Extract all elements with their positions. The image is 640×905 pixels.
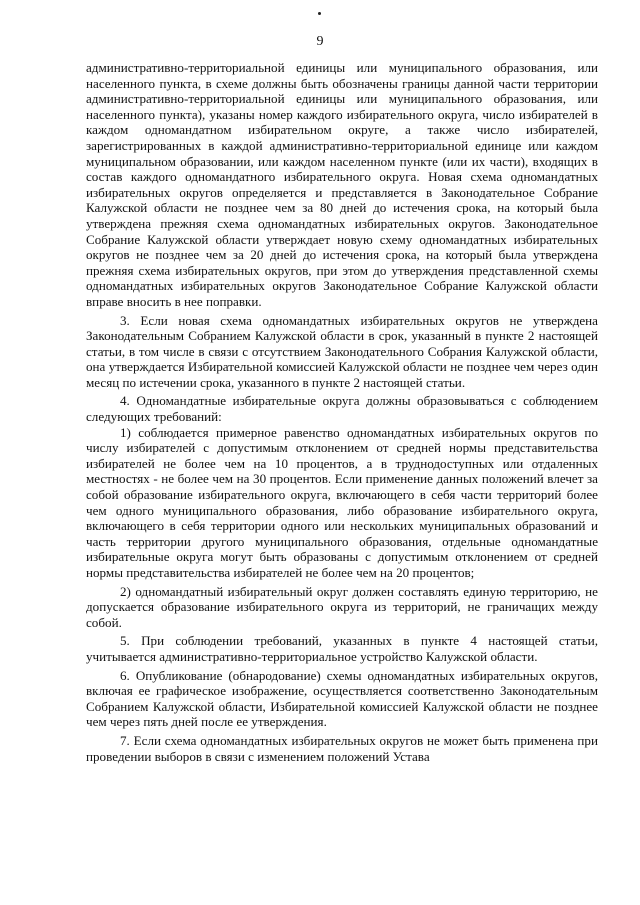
paragraph-item-3: 3. Если новая схема одномандатных избирательных округов не утверждена Законодательным Собранием Калужской области в срок, указанный в пункте 2 настоящей статьи, в том числе в связи с отсутствием Законодательного Собрания Калужской области, она утверждается Избирательной комиссией Калужской области не позднее чем через один месяц по истечении срока, указанного в пункте 2 настоящей статьи. xyxy=(86,312,598,390)
paragraph-item-7: 7. Если схема одномандатных избирательных округов не может быть применена при проведении выборов в связи с изменением положений Устава xyxy=(86,732,598,764)
scan-speck xyxy=(318,12,321,15)
page-number: 9 xyxy=(316,34,324,49)
paragraph-item-5: 5. При соблюдении требований, указанных в пункте 4 настоящей статьи, учитывается административно-территориальное устройство Калужской области. xyxy=(86,633,598,664)
subitem-1: 1) соблюдается примерное равенство одномандатных избирательных округов по числу избирателей с допустимым отклонением от средней нормы представительства избирателей не более чем на 10 процентов, а в труднодоступных или отдаленных местностях - не более чем на 30 процентов. Если применение данных положений влечет за собой образование избирательного округа, включающего в себя части территорий более чем одного муниципального образования, либо образование избирательного округа, включающего в себя территории одного или нескольких муниципальных образований и часть территории другого муниципального образования, отдельные одномандатные избирательные округа могут быть образованы с допустимым отклонением от средней нормы представительства избирателей не более чем на 20 процентов; xyxy=(86,424,598,580)
body-text xyxy=(86,60,598,764)
paragraph-continuation: административно-территориальной единицы или муниципального образования, или населенного пункта, в схеме должны быть обозначены границы данной части территории административно-территориальной единицы или муниципального образования, или населенного пункта), указаны номер каждого избирательного округа, число избирателей в каждом одномандатном избирательном округе, а также число избирателей, зарегистрированных в каждой административно-территориальной единице или каждом муниципальном образовании, или каждом населенном пункте (или их части), входящих в состав каждого одномандатного избирательного округа. Новая схема одномандатных избирательных округов определяется и представляется в Законодательное Собрание Калужской области не позднее чем за 80 дней до истечения срока, на который была утверждена прежняя схема одномандатных избирательных округов. Законодательное Собрание Калужской области утверждает новую схему одномандатных избирательных округов не позднее чем за 20 дней до истечения срока, на который была утверждена прежняя схема избирательных округов, при этом до утверждения представленной схемы одномандатных избирательных округов Законодательное Собрание Калужской области вправе вносить в нее поправки. xyxy=(86,60,598,309)
paragraph-item-4: 4. Одномандатные избирательные округа должны образовываться с соблюдением следующих требований: xyxy=(86,393,598,425)
subitem-2: 2) одномандатный избирательный округ должен составлять единую территорию, не допускается образование избирательного округа из территорий, не граничащих между собой. xyxy=(86,583,598,630)
paragraph-item-6: 6. Опубликование (обнародование) схемы одномандатных избирательных округов, включая ее графическое изображение, осуществляется соответственно Законодательным Собранием Калужской области, Избирательной комиссией Калужской области не позднее чем через пять дней после ее утверждения. xyxy=(86,667,598,730)
